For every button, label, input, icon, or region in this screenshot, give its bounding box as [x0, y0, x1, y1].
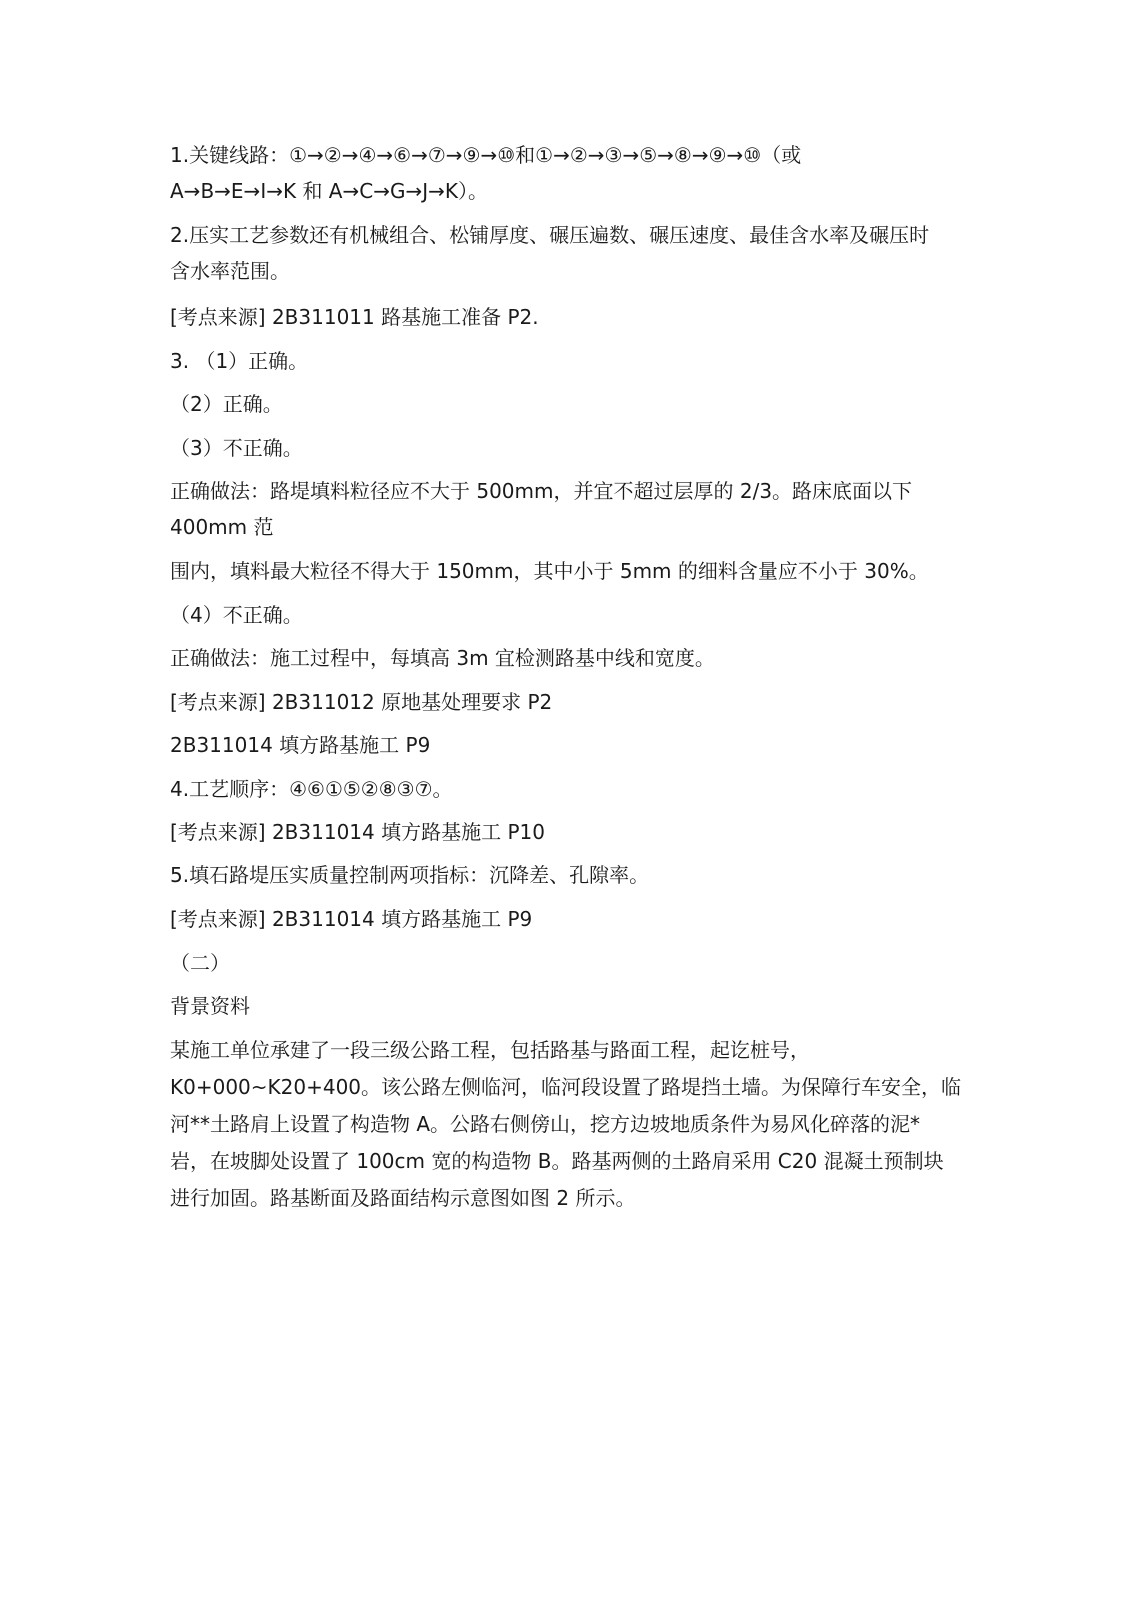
answer-1-critical-path-line1: 1.关键线路：①→②→④→⑥→⑦→⑨→⑩和①→②→③→⑤→⑧→⑨→⑩（或: [170, 143, 802, 167]
section-heading-two: （二）: [170, 951, 230, 975]
answer-3-item-1: 3. （1）正确。: [170, 349, 309, 373]
answer-4-process-order: 4.工艺顺序：④⑥①⑤②⑧③⑦。: [170, 777, 453, 801]
answer-2-line2: 含水率范围。: [170, 259, 290, 283]
background-paragraph-line5: 进行加固。路基断面及路面结构示意图如图 2 所示。: [170, 1186, 636, 1210]
answer-3-item-4: （4）不正确。: [170, 603, 303, 627]
correct-method-1-line1: 正确做法：路堤填料粒径应不大于 500mm，并宜不超过层厚的 2/3。路床底面以下: [170, 479, 913, 503]
background-paragraph-line1: 某施工单位承建了一段三级公路工程，包括路基与路面工程，起讫桩号，: [170, 1038, 810, 1062]
source-reference-2: [考点来源] 2B311012 原地基处理要求 P2: [170, 690, 553, 714]
answer-1-critical-path-line2: A→B→E→I→K 和 A→C→G→J→K）。: [170, 179, 488, 203]
source-reference-2b: 2B311014 填方路基施工 P9: [170, 733, 431, 757]
background-paragraph-line2: K0+000~K20+400。该公路左侧临河，临河段设置了路堤挡土墙。为保障行车安全，临: [170, 1075, 962, 1099]
background-heading: 背景资料: [170, 994, 250, 1018]
answer-3-item-2: （2）正确。: [170, 392, 283, 416]
source-reference-3: [考点来源] 2B311014 填方路基施工 P10: [170, 820, 545, 844]
background-paragraph-line3: 河**土路肩上设置了构造物 A。公路右侧傍山，挖方边坡地质条件为易风化碎落的泥*: [170, 1112, 921, 1136]
source-reference-4: [考点来源] 2B311014 填方路基施工 P9: [170, 907, 533, 931]
answer-3-item-3: （3）不正确。: [170, 436, 303, 460]
answer-5: 5.填石路堤压实质量控制两项指标：沉降差、孔隙率。: [170, 863, 650, 887]
background-paragraph-line4: 岩，在坡脚处设置了 100cm 宽的构造物 B。路基两侧的土路肩采用 C20 混凝土预制块: [170, 1149, 944, 1173]
answer-2-line1: 2.压实工艺参数还有机械组合、松铺厚度、碾压遍数、碾压速度、最佳含水率及碾压时: [170, 223, 930, 247]
correct-method-2: 正确做法：施工过程中，每填高 3m 宜检测路基中线和宽度。: [170, 646, 715, 670]
correct-method-1-line3: 围内，填料最大粒径不得大于 150mm，其中小于 5mm 的细料含量应不小于 30%。: [170, 559, 929, 583]
correct-method-1-line2: 400mm 范: [170, 515, 274, 539]
source-reference-1: [考点来源] 2B311011 路基施工准备 P2.: [170, 305, 539, 329]
